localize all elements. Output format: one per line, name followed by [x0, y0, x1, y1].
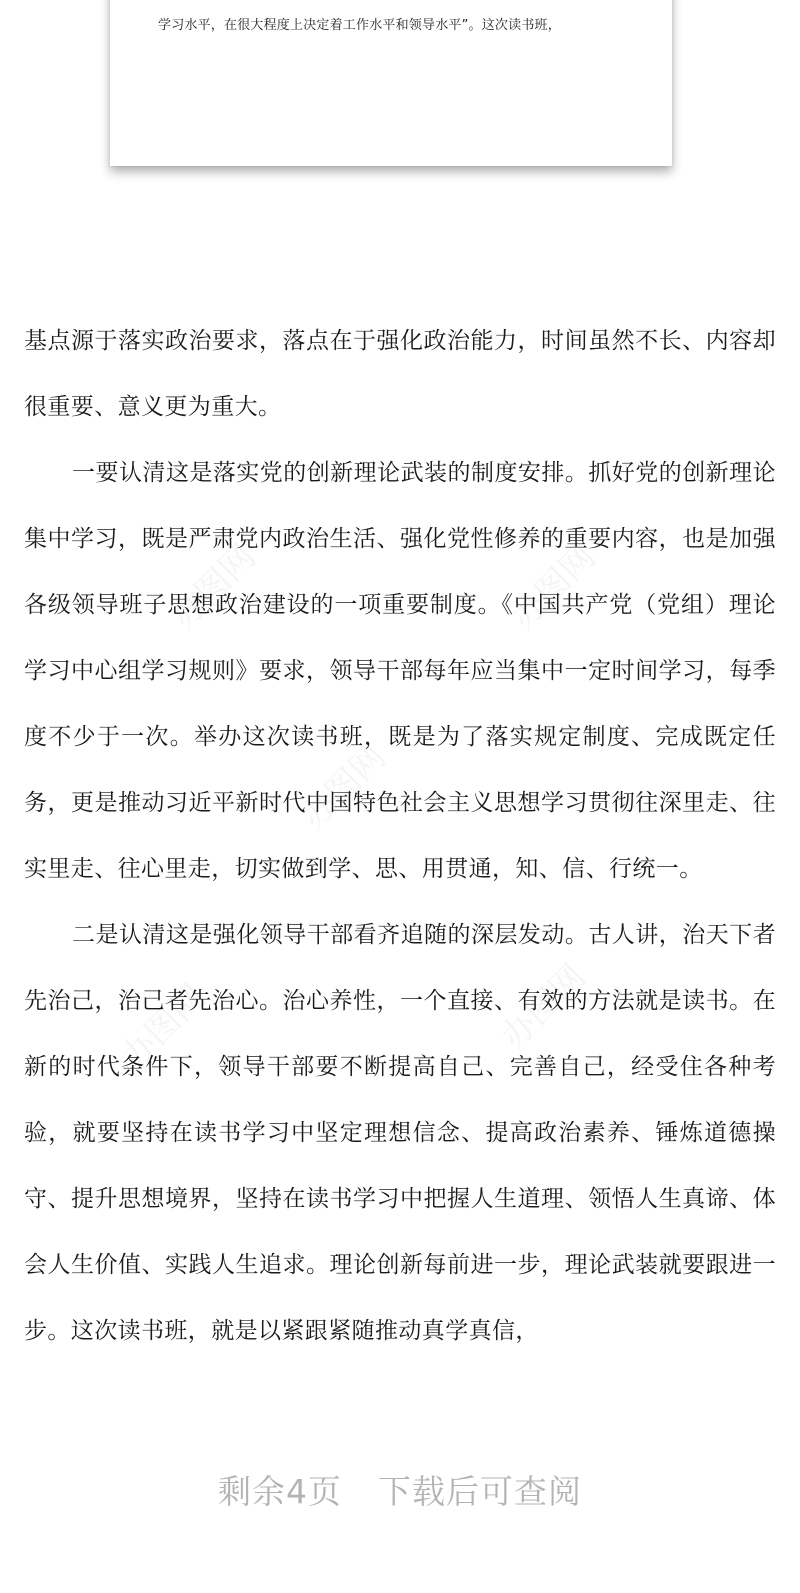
- preview-text-line: 学习水平，在很大程度上决定着工作水平和领导水平”。这次读书班，: [158, 18, 561, 33]
- previous-page-preview: [110, 0, 672, 166]
- paragraph-first-point: 一要认清这是落实党的创新理论武装的制度安排。抓好党的创新理论集中学习，既是严肃党内政治生活、强化党性修养的重要内容，也是加强各级领导班子思想政治建设的一项重要制度。《中国共产党（党组）理论学习中心组学习规则》要求，领导干部每年应当集中一定时间学习，每季度不少于一次。举办这次读书班，既是为了落实规定制度、完成既定任务，更是推动习近平新时代中国特色社会主义思想学习贯彻往深里走、往实里走、往心里走，切实做到学、思、用贯通，知、信、行统一。: [24, 460, 776, 882]
- remaining-pages-banner[interactable]: [0, 1466, 800, 1513]
- paragraph-second-point: 二是认清这是强化领导干部看齐追随的深层发动。古人讲，治天下者先治己，治己者先治心。治心养性，一个直接、有效的方法就是读书。在新的时代条件下，领导干部要不断提高自己、完善自己，经受住各种考验，就要坚持在读书学习中坚定理想信念、提高政治素养、锤炼道德操守、提升思想境界，坚持在读书学习中把握人生道理、领悟人生真谛、体会人生价值、实践人生追求。理论创新每前进一步，理论武装就要跟进一步。这次读书班，就是以紧跟紧随推动真学真信，: [24, 922, 776, 1344]
- document-body: [24, 308, 776, 1364]
- paragraph-continued: 基点源于落实政治要求，落点在于强化政治能力，时间虽然不长、内容却很重要、意义更为重大。: [24, 328, 776, 420]
- remaining-pages-label: 剩余4页: [218, 1472, 342, 1511]
- download-hint-label: 下载后可查阅: [378, 1472, 582, 1511]
